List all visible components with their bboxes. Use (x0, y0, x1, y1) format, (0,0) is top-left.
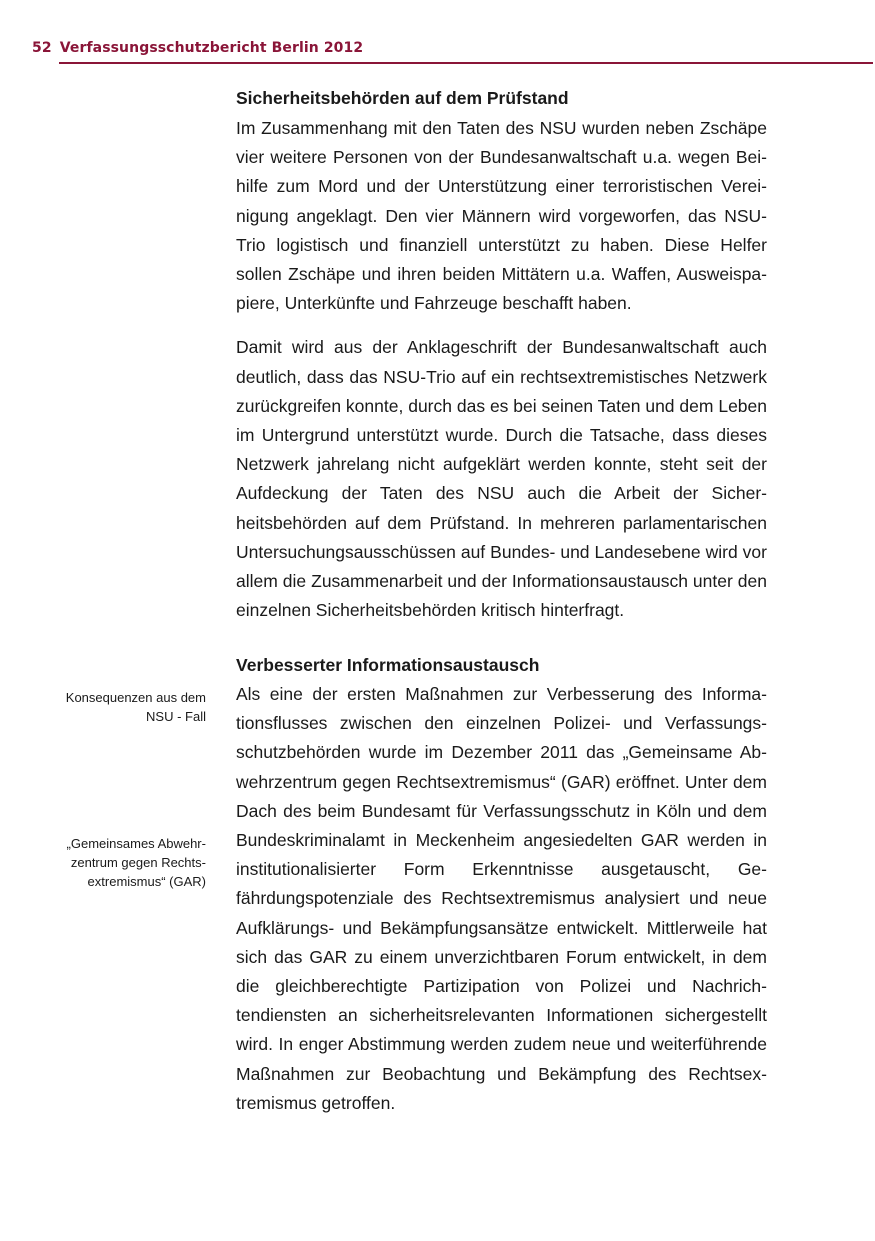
running-header (32, 40, 873, 56)
section-sicherheitsbehoerden (236, 86, 767, 625)
body-paragraph: Als eine der ersten Maßnahmen zur Verbesserung des Informationsflusses zwischen den einzelnen Polizei- und Verfassungsschutzbehörden wurde im Dezember 2011 das „Gemeinsame Abwehrzentrum gegen Rechtsextremismus“ (GAR) eröffnet. Unter dem Dach des beim Bundesamt für Verfassungsschutz in Köln und dem Bundeskriminalamt in Meckenheim angesiedelten GAR werden in institutionalisierter Form Erkenntnisse ausgetauscht, Gefährdungspotenziale des Rechtsextremismus analysiert und neue Aufklärungs- und Bekämpfungsansätze entwickelt. Mittlerweile hat sich das GAR zu einem unverzichtbaren Forum entwickelt, in dem die gleichberechtigte Partizipation von Polizei und Nachrichtendiensten an sicherheitsrelevanten Informationen sichergestellt wird. In enger Abstimmung werden zudem neue und weiterführende Maßnahmen zur Beobachtung und Bekämpfung des Rechtsextremismus getroffen. (236, 684, 767, 1113)
section-heading: Sicherheitsbehörden auf dem Prüfstand (236, 88, 569, 108)
body-paragraph: Damit wird aus der Anklageschrift der Bundesanwaltschaft auch deutlich, dass das NSU-Trio auf ein rechtsextremistisches Netzwerk zurückgreifen konnte, durch das es bei seinen Taten und dem Leben im Untergrund unterstützt wurde. Durch die Tatsache, dass dieses Netzwerk jahrelang nicht aufgeklärt werden konnte, steht seit der Aufdeckung der Taten des NSU auch die Arbeit der Sicherheitsbehörden auf dem Prüfstand. In mehreren parlamentarischen Untersuchungsausschüssen auf Bundes- und Landesebene wird vor allem die Zusammenarbeit und der Informationsaustausch unter den einzelnen Sicherheitsbehörden kritisch hinterfragt. (236, 337, 767, 621)
page-number: 52 (32, 40, 52, 56)
margin-note: Konsequenzen aus dem NSU - Fall (65, 690, 206, 724)
header-rule (59, 62, 873, 64)
section-heading: Verbesserter Informationsaustausch (236, 655, 540, 675)
margin-note: „Gemeinsames Abwehrzentrum gegen Rechtsextremismus“ (GAR) (66, 836, 206, 889)
body-paragraph: Im Zusammenhang mit den Taten des NSU wurden neben Zschäpe vier weitere Personen von der Bundesanwaltschaft u.a. wegen Beihilfe zum Mord und der Unterstützung einer terroristischen Vereinigung angeklagt. Den vier Männern wird vorgeworfen, das NSU-Trio logistisch und finanziell unterstützt zu haben. Diese Helfer sollen Zschäpe und ihren beiden Mittätern u.a. Waffen, Ausweispapiere, Unterkünfte und Fahrzeuge beschafft haben. (236, 118, 767, 314)
publication-title: Verfassungsschutzbericht Berlin 2012 (59, 40, 364, 56)
section-informationsaustausch (236, 653, 767, 1118)
